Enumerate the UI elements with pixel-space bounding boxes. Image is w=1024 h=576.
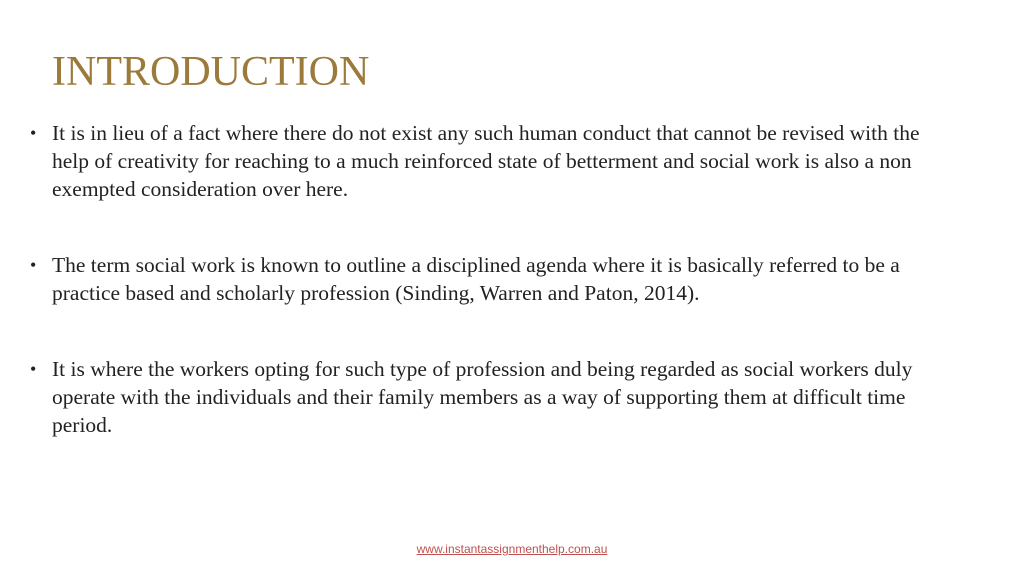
bullet-text: The term social work is known to outline a disciplined agenda where it is basically referred to be a practice based and scholarly profession (Sinding, Warren and Paton, 2014). — [52, 253, 900, 305]
bullet-dot-icon: • — [30, 123, 37, 143]
bullet-item — [30, 119, 960, 203]
bullet-dot-icon: • — [30, 255, 37, 275]
footer-website-link[interactable]: www.instantassignmenthelp.com.au — [416, 542, 608, 556]
bullet-item — [30, 251, 960, 307]
bullet-text: It is in lieu of a fact where there do not exist any such human conduct that cannot be revised with the help of creativity for reaching to a much reinforced state of betterment and social work is also a non exempted consideration over here. — [52, 121, 920, 201]
bullet-list — [30, 119, 960, 487]
bullet-item — [30, 355, 960, 439]
bullet-dot-icon: • — [30, 359, 37, 379]
slide-title: INTRODUCTION — [52, 49, 370, 95]
bullet-text: It is where the workers opting for such type of profession and being regarded as social workers duly operate with the individuals and their family members as a way of supporting them at difficult time period. — [52, 357, 913, 437]
